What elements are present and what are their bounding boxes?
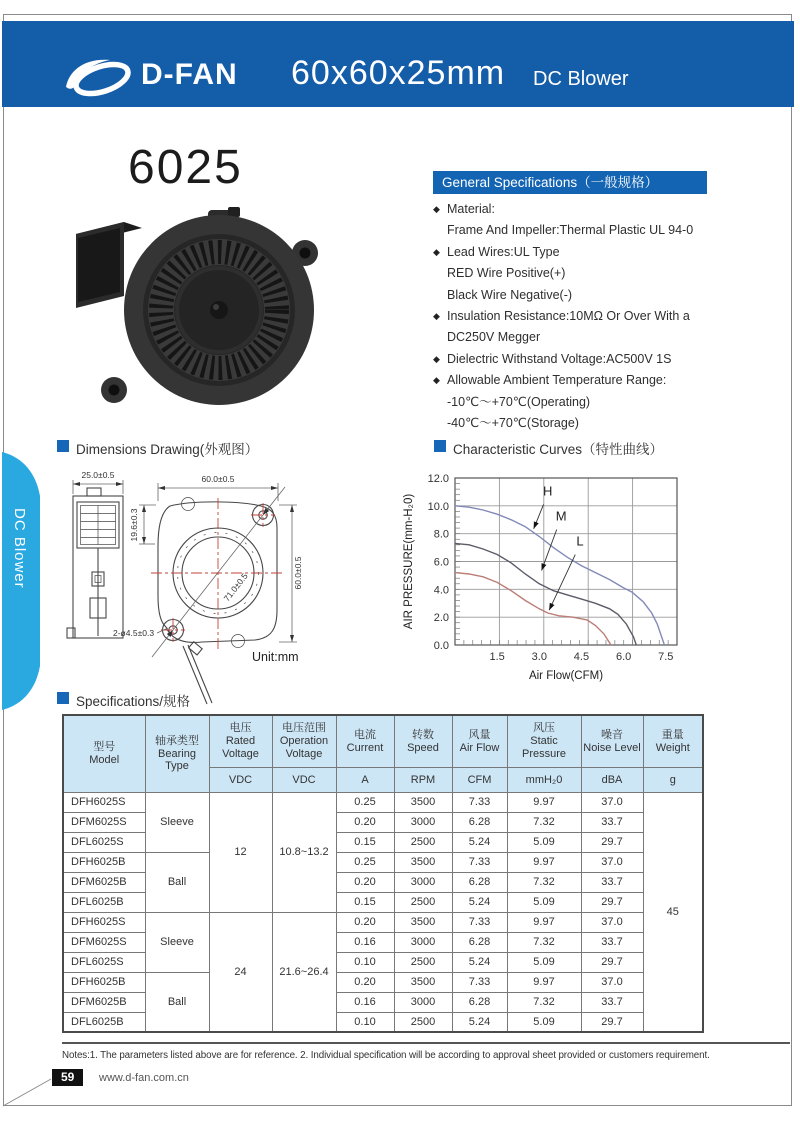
model-cell: DFL6025B [63, 892, 145, 912]
pressure-cell: 7.32 [507, 872, 581, 892]
current-cell: 0.16 [336, 992, 394, 1012]
speed-cell: 3000 [394, 872, 452, 892]
bearing-cell: Sleeve [145, 912, 209, 972]
website-link[interactable]: www.d-fan.com.cn [99, 1072, 189, 1084]
model-cell: DFL6025B [63, 1012, 145, 1032]
speed-cell: 3500 [394, 972, 452, 992]
spec-line: ◆ Material: [433, 199, 763, 220]
unit-pressure: mmH₂0 [507, 767, 581, 792]
diamond-bullet-icon: ◆ [433, 204, 440, 214]
col-header-noise: 噪音 Noise Level [581, 715, 643, 767]
current-cell: 0.15 [336, 832, 394, 852]
spec-line: ◆ Dielectric Withstand Voltage:AC500V 1S [433, 349, 763, 370]
speed-cell: 2500 [394, 892, 452, 912]
unit-weight: g [643, 767, 703, 792]
svg-text:12.0: 12.0 [427, 473, 449, 485]
pressure-cell: 9.97 [507, 912, 581, 932]
bearing-cell: Ball [145, 972, 209, 1032]
dim-holes-label: 2-ø4.5±0.3 [113, 628, 155, 638]
table-row [63, 972, 703, 992]
current-cell: 0.20 [336, 912, 394, 932]
model-cell: DFM6025S [63, 812, 145, 832]
page-number-badge: 59 [52, 1069, 83, 1086]
airflow-cell: 6.28 [452, 872, 507, 892]
table-row [63, 852, 703, 872]
noise-cell: 33.7 [581, 812, 643, 832]
airflow-cell: 6.28 [452, 932, 507, 952]
unit-operation-voltage: VDC [272, 767, 336, 792]
page-border-right [791, 14, 792, 1106]
unit-current: A [336, 767, 394, 792]
model-cell: DFL6025S [63, 832, 145, 852]
dimensions-section-square-icon [57, 440, 69, 452]
product-type-title: DC Blower [533, 68, 629, 90]
col-header-weight: 重量 Weight [643, 715, 703, 767]
dim-height-label: 60.0±0.5 [293, 556, 303, 590]
brand-name: D-FAN [141, 58, 238, 91]
diamond-bullet-icon: ◆ [433, 310, 440, 321]
col-header-operation-voltage: 电压范围 Operation Voltage [272, 715, 336, 767]
dim-offset-label: 19.6±0.3 [129, 508, 139, 542]
col-header-speed: 转数 Speed [394, 715, 452, 767]
model-number: 6025 [128, 141, 243, 194]
model-cell: DFM6025B [63, 872, 145, 892]
current-cell: 0.16 [336, 932, 394, 952]
model-cell: DFH6025S [63, 912, 145, 932]
pressure-cell: 7.32 [507, 992, 581, 1012]
noise-cell: 33.7 [581, 872, 643, 892]
diamond-bullet-icon: ◆ [433, 246, 440, 257]
current-cell: 0.25 [336, 852, 394, 872]
current-cell: 0.10 [336, 952, 394, 972]
spec-line: RED Wire Positive(+) [447, 266, 566, 281]
svg-text:1.5: 1.5 [489, 651, 505, 663]
noise-cell: 29.7 [581, 1012, 643, 1032]
spec-table-body [63, 792, 703, 1032]
model-cell: DFH6025B [63, 972, 145, 992]
pressure-cell: 5.09 [507, 952, 581, 972]
speed-cell: 3000 [394, 932, 452, 952]
airflow-cell: 5.24 [452, 1012, 507, 1032]
speed-cell: 2500 [394, 1012, 452, 1032]
bearing-cell: Sleeve [145, 792, 209, 852]
airflow-cell: 7.33 [452, 912, 507, 932]
dim-width-label: 60.0±0.5 [201, 474, 235, 484]
dfan-logo-icon [60, 51, 144, 103]
product-photo [62, 198, 342, 408]
svg-text:6.0: 6.0 [433, 556, 449, 569]
table-row [63, 912, 703, 932]
spec-line: -40℃～+70℃(Storage) [447, 415, 579, 430]
page-border-bottom [3, 1105, 792, 1106]
side-tab-label: DC Blower [11, 508, 28, 589]
characteristic-chart [400, 464, 700, 686]
model-cell: DFM6025B [63, 992, 145, 1012]
current-cell: 0.15 [336, 892, 394, 912]
svg-text:4.5: 4.5 [573, 651, 590, 663]
noise-cell: 29.7 [581, 832, 643, 852]
diamond-bullet-icon: ◆ [433, 375, 440, 386]
dimensions-section-title: Dimensions Drawing(外观图） [76, 442, 259, 457]
dim-depth-label: 25.0±0.5 [81, 470, 115, 480]
noise-cell: 37.0 [581, 792, 643, 812]
spec-line: ◆ Lead Wires:UL Type [433, 242, 763, 263]
model-cell: DFH6025S [63, 792, 145, 812]
spec-line: -10℃～+70℃(Operating) [447, 394, 591, 409]
svg-text:6.0: 6.0 [615, 651, 632, 663]
current-cell: 0.25 [336, 792, 394, 812]
svg-text:7.5: 7.5 [658, 651, 674, 663]
curve-label-L: L [576, 533, 584, 549]
spec-line: DC250V Megger [447, 330, 541, 345]
svg-text:10.0: 10.0 [427, 500, 449, 513]
footer-diagonal-line [0, 1068, 60, 1108]
pressure-cell: 7.32 [507, 932, 581, 952]
curve-L [455, 573, 611, 645]
voltage-cell: 12 [209, 792, 272, 912]
bearing-cell: Ball [145, 852, 209, 912]
airflow-cell: 6.28 [452, 992, 507, 1012]
current-cell: 0.20 [336, 812, 394, 832]
col-header-bearing: 轴承类型 Bearing Type [145, 715, 209, 792]
spec-line: Frame And Impeller:Thermal Plastic UL 94-0 [447, 223, 694, 238]
pressure-cell: 9.97 [507, 972, 581, 992]
weight-cell: 45 [643, 792, 703, 1032]
pressure-cell: 7.32 [507, 812, 581, 832]
spec-section-square-icon [57, 692, 69, 704]
spec-line: ◆ Insulation Resistance:10MΩ Or Over With a [433, 306, 763, 327]
unit-speed: RPM [394, 767, 452, 792]
current-cell: 0.10 [336, 1012, 394, 1032]
general-specs-header: General Specifications（一般规格） [433, 171, 707, 194]
pressure-cell: 5.09 [507, 1012, 581, 1032]
airflow-cell: 7.33 [452, 792, 507, 812]
pressure-cell: 9.97 [507, 852, 581, 872]
current-cell: 0.20 [336, 872, 394, 892]
curves-section-title: Characteristic Curves（特性曲线） [453, 442, 664, 457]
noise-cell: 37.0 [581, 912, 643, 932]
page-border-top [3, 14, 792, 15]
speed-cell: 3000 [394, 992, 452, 1012]
svg-text:8.0: 8.0 [433, 528, 449, 541]
noise-cell: 29.7 [581, 952, 643, 972]
model-cell: DFM6025S [63, 932, 145, 952]
unit-label: Unit:mm [252, 650, 299, 664]
col-header-pressure: 风压 Static Pressure [507, 715, 581, 767]
unit-rated-voltage: VDC [209, 767, 272, 792]
speed-cell: 2500 [394, 832, 452, 852]
model-cell: DFH6025B [63, 852, 145, 872]
svg-text:2.0: 2.0 [433, 612, 449, 625]
airflow-cell: 6.28 [452, 812, 507, 832]
unit-airflow: CFM [452, 767, 507, 792]
spec-section-title: Specifications/规格 [76, 694, 191, 709]
noise-cell: 33.7 [581, 932, 643, 952]
noise-cell: 37.0 [581, 972, 643, 992]
noise-cell: 29.7 [581, 892, 643, 912]
airflow-cell: 5.24 [452, 892, 507, 912]
current-cell: 0.20 [336, 972, 394, 992]
footer-notes: Notes:1. The parameters listed above are for reference. 2. Individual specification will be according to approval sheet provided or customers requirement. [62, 1050, 710, 1061]
col-header-airflow: 风量 Air Flow [452, 715, 507, 767]
speed-cell: 3500 [394, 912, 452, 932]
speed-cell: 3000 [394, 812, 452, 832]
speed-cell: 3500 [394, 792, 452, 812]
product-size-title: 60x60x25mm [291, 54, 506, 92]
dimensions-drawing [55, 458, 425, 708]
col-header-current: 电流 Current [336, 715, 394, 767]
unit-noise: dBA [581, 767, 643, 792]
x-axis-title: Air Flow(CFM) [528, 670, 604, 682]
spec-line: Black Wire Negative(-) [447, 287, 573, 302]
pressure-cell: 5.09 [507, 892, 581, 912]
airflow-cell: 7.33 [452, 972, 507, 992]
range-cell: 21.6~26.4 [272, 912, 336, 1032]
curve-label-M: M [555, 508, 567, 524]
noise-cell: 37.0 [581, 852, 643, 872]
y-axis-title: AIR PRESSURE(mm-H₂0) [403, 493, 415, 630]
speed-cell: 2500 [394, 952, 452, 972]
airflow-cell: 5.24 [452, 952, 507, 972]
pressure-cell: 9.97 [507, 792, 581, 812]
noise-cell: 33.7 [581, 992, 643, 1012]
footer-separator [62, 1042, 790, 1044]
dim-diagonal-label: 71.0±0.5 [221, 571, 250, 604]
airflow-cell: 5.24 [452, 832, 507, 852]
svg-text:0.0: 0.0 [433, 640, 449, 652]
table-header-row [63, 715, 703, 767]
col-header-model: 型号 Model [63, 715, 145, 792]
col-header-rated-voltage: 电压 Rated Voltage [209, 715, 272, 767]
speed-cell: 3500 [394, 852, 452, 872]
pressure-cell: 5.09 [507, 832, 581, 852]
model-cell: DFL6025S [63, 952, 145, 972]
spec-line: ◆ Allowable Ambient Temperature Range: [433, 370, 763, 391]
svg-text:3.0: 3.0 [531, 651, 547, 663]
general-specs-list [433, 199, 763, 434]
airflow-cell: 7.33 [452, 852, 507, 872]
spec-table [62, 714, 704, 1033]
voltage-cell: 24 [209, 912, 272, 1032]
range-cell: 10.8~13.2 [272, 792, 336, 912]
svg-text:4.0: 4.0 [433, 584, 449, 597]
diamond-bullet-icon: ◆ [433, 353, 440, 364]
curves-section-square-icon [434, 440, 446, 452]
table-row [63, 792, 703, 812]
curve-label-H: H [543, 483, 553, 499]
